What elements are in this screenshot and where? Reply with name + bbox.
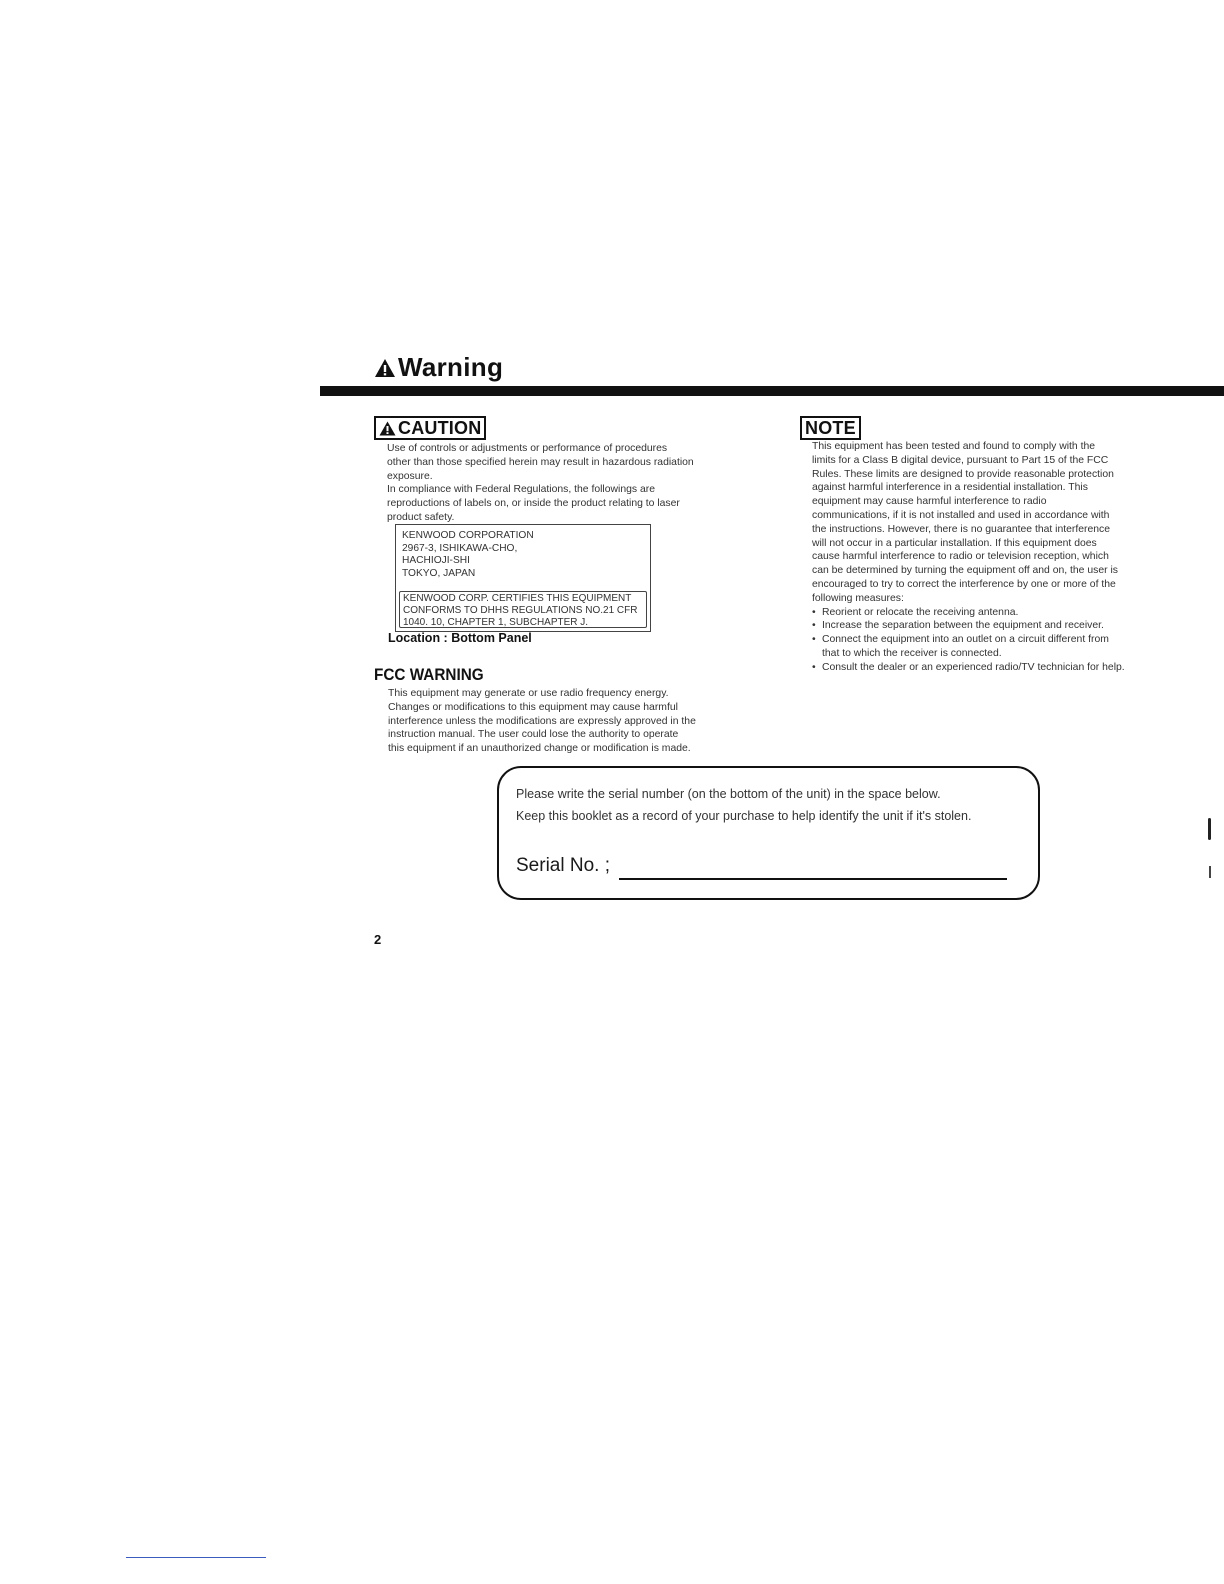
- caution-text: [387, 442, 759, 525]
- serial-number-field[interactable]: [619, 878, 1007, 880]
- caution-line: reproductions of labels on, or inside the product relating to laser: [387, 498, 680, 510]
- fcc-line: instruction manual. The user could lose the authority to operate: [388, 729, 679, 741]
- label-location: Location : Bottom Panel: [388, 631, 532, 645]
- caution-heading: [374, 416, 486, 440]
- note-line: the instructions. However, there is no guarantee that interference: [812, 523, 1111, 535]
- fcc-line: interference unless the modifications are expressly approved in the: [388, 715, 696, 727]
- note-text: [812, 440, 1184, 675]
- list-item-line: • Increase the separation between the equipment and receiver.: [822, 620, 1104, 632]
- note-line: against harmful interference in a residential installation. This: [812, 482, 1088, 494]
- caution-line: Use of controls or adjustments or performance of procedures: [387, 443, 668, 454]
- caution-triangle-icon: [379, 421, 396, 436]
- fcc-line: Changes or modifications to this equipment may cause harmful: [388, 701, 678, 713]
- fcc-line: This equipment may generate or use radio frequency energy.: [388, 688, 669, 699]
- list-item-line: • Reorient or relocate the receiving antenna.: [822, 606, 1019, 618]
- label-cert-line: CONFORMS TO DHHS REGULATIONS NO.21 CFR: [403, 604, 638, 616]
- label-address-line: TOKYO, JAPAN: [402, 567, 476, 579]
- label-cert-line: KENWOOD CORP. CERTIFIES THIS EQUIPMENT: [403, 593, 632, 604]
- note-measures-list: [812, 606, 1184, 675]
- serial-instruction-2: Keep this booklet as a record of your purchase to help identify the unit if it's stolen.: [516, 809, 972, 823]
- caution-line: In compliance with Federal Regulations, the followings are: [387, 484, 655, 496]
- page-title: [374, 352, 503, 383]
- caution-line: other than those specified herein may result in hazardous radiation: [387, 456, 694, 468]
- fcc-line: this equipment if an unauthorized change or modification is made.: [388, 743, 691, 755]
- fcc-warning-text: [388, 687, 760, 756]
- label-address-line: HACHIOJI-SHI: [402, 555, 470, 567]
- caution-heading-text: CAUTION: [398, 418, 482, 438]
- list-item: [812, 633, 1184, 661]
- note-heading-text: NOTE: [805, 418, 856, 438]
- note-line: equipment may cause harmful interference to radio: [812, 496, 1047, 508]
- list-item: [812, 619, 1184, 633]
- note-heading: [800, 416, 861, 440]
- list-item-line: • Connect the equipment into an outlet on a circuit different from: [822, 634, 1109, 646]
- label-address: [402, 530, 534, 580]
- warning-triangle-icon: [374, 358, 396, 378]
- serial-number-label: Serial No. ;: [516, 855, 610, 876]
- note-line: following measures:: [812, 592, 904, 604]
- bottom-rule: [126, 1557, 266, 1558]
- caution-line: product safety.: [387, 511, 455, 523]
- note-line: can be determined by turning the equipment off and on, the user is: [812, 565, 1118, 577]
- label-cert-line: 1040. 10, CHAPTER 1, SUBCHAPTER J.: [403, 616, 589, 628]
- note-line: limits for a Class B digital device, pursuant to Part 15 of the FCC: [812, 454, 1109, 466]
- edge-mark: [1209, 866, 1211, 878]
- caution-line: exposure.: [387, 470, 433, 482]
- page-number: 2: [374, 932, 382, 947]
- list-item: [812, 606, 1184, 620]
- label-certification: [399, 591, 647, 628]
- label-address-line: 2967-3, ISHIKAWA-CHO,: [402, 542, 518, 554]
- list-item-line: that to which the receiver is connected.: [822, 647, 1002, 659]
- fcc-warning-heading: FCC WARNING: [374, 665, 484, 684]
- list-item: [812, 661, 1184, 675]
- label-address-line: KENWOOD CORPORATION: [402, 530, 534, 541]
- note-line: will not occur in a particular installation. If this equipment does: [812, 537, 1097, 549]
- note-line: cause harmful interference to radio or television reception, which: [812, 551, 1109, 563]
- serial-instruction-1: Please write the serial number (on the bottom of the unit) in the space below.: [516, 787, 941, 801]
- title-rule: [320, 386, 1224, 396]
- note-line: communications, if it is not installed and used in accordance with: [812, 509, 1110, 521]
- note-line: This equipment has been tested and found to comply with the: [812, 441, 1096, 452]
- serial-number-box: [497, 766, 1040, 900]
- page-title-text: Warning: [398, 352, 504, 382]
- edge-mark: [1208, 818, 1211, 840]
- laser-label-box: [395, 524, 651, 632]
- note-line: encouraged to try to correct the interference by one or more of the: [812, 578, 1116, 590]
- list-item-line: • Consult the dealer or an experienced radio/TV technician for help.: [822, 661, 1125, 673]
- note-line: Rules. These limits are designed to provide reasonable protection: [812, 468, 1114, 480]
